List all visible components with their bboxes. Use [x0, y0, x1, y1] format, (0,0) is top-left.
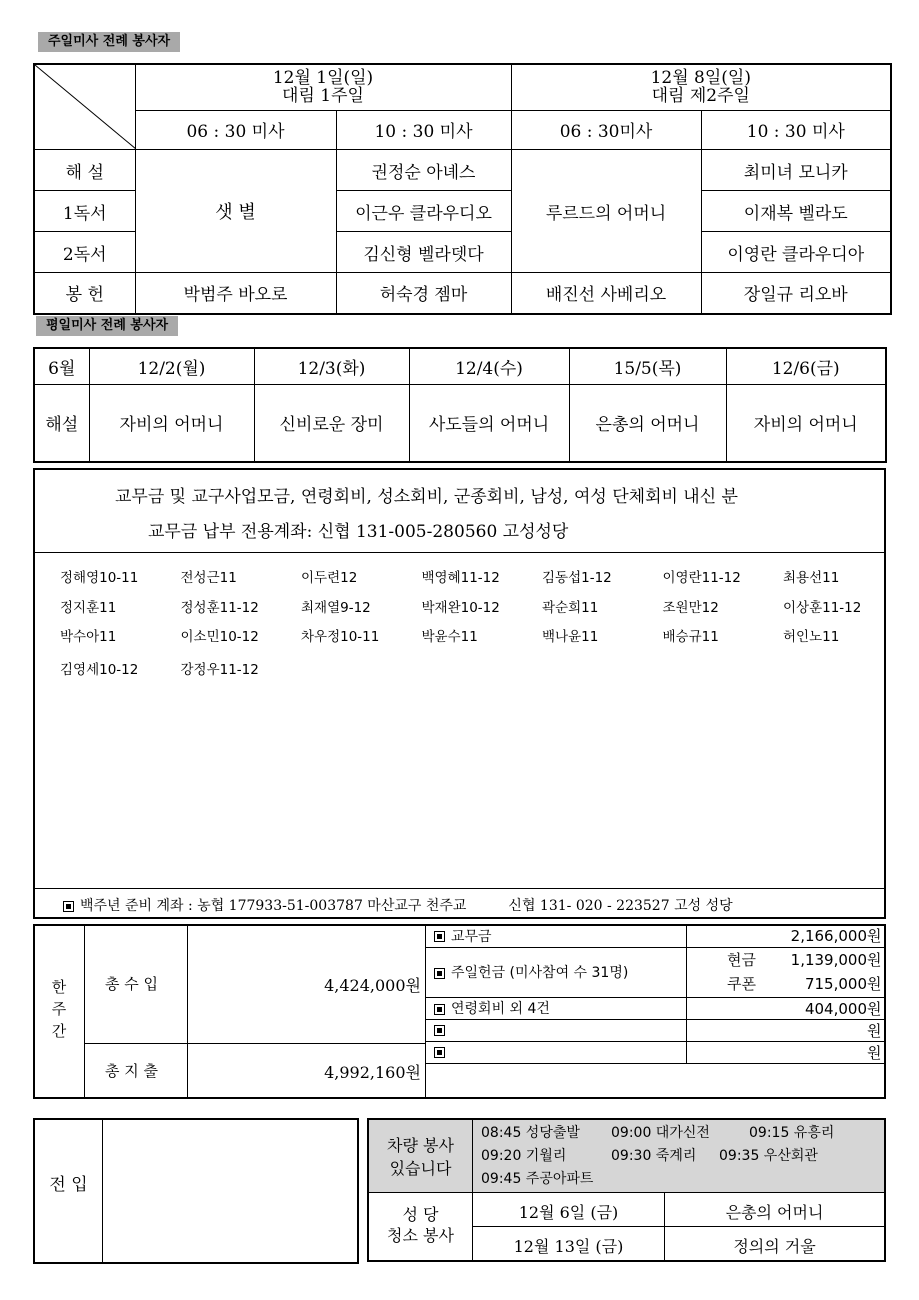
income-value: 4,424,000원 — [324, 976, 421, 995]
donor-name: 정성훈11-12 — [180, 599, 259, 616]
service-hline-2 — [472, 1226, 884, 1227]
donor-name: 최용선11 — [783, 570, 840, 586]
service-hline-1 — [369, 1192, 884, 1193]
week2-mass1-group: 루르드의 어머니 — [511, 150, 701, 273]
week2-mass1-time: 06 : 30미사 — [511, 110, 701, 149]
donation-divider — [35, 552, 884, 553]
sunday-section-tag: 주일미사 전례 봉사자 — [38, 32, 180, 52]
diagonal-header-cell — [34, 64, 135, 150]
item-row-3 — [426, 997, 687, 1019]
donation-heading: 교무금 및 교구사업모금, 연령회비, 성소회비, 군종회비, 남성, 여성 단체회비 내신 분 — [115, 487, 738, 507]
donor-name: 이상훈11-12 — [783, 599, 862, 616]
week1-mass2-time: 10 : 30 미사 — [336, 110, 511, 149]
week1-mass2-reading2: 김신형 벨라뎃다 — [336, 232, 511, 273]
weekday-thu-commentator: 은총의 어머니 — [569, 384, 726, 462]
role-commentary: 해 설 — [34, 150, 135, 191]
period-char-3: 간 — [51, 1022, 67, 1040]
week2-mass2-reading2: 이영란 클라우디아 — [701, 232, 891, 273]
weekday-thu: 15/5(목) — [569, 348, 726, 384]
role-offering: 봉 헌 — [34, 273, 135, 314]
week2-mass2-reading1: 이재복 벨라도 — [701, 191, 891, 232]
donor-name: 조원만12 — [662, 599, 719, 616]
item-row-5 — [426, 1041, 687, 1063]
diagonal-line-icon — [35, 65, 135, 149]
week1-mass1-group: 샛 별 — [135, 150, 336, 273]
item-value-3: 404,000원 — [687, 997, 886, 1019]
bus-label — [369, 1134, 472, 1180]
week1-mass1-time: 06 : 30 미사 — [135, 110, 336, 149]
bus-stop: 09:20 기월리 — [481, 1148, 567, 1164]
donor-name: 정지훈11 — [60, 599, 117, 616]
checkbox-icon — [434, 968, 445, 979]
bus-stops-row-2 — [481, 1145, 881, 1168]
item-value-1: 2,166,000원 — [687, 925, 886, 947]
item-value-5: 원 — [687, 1041, 886, 1063]
weekday-fri: 12/6(금) — [726, 348, 886, 384]
week1-mass2-reading1: 이근우 클라우디오 — [336, 191, 511, 232]
coupon-label: 쿠폰 — [727, 975, 756, 993]
week2-mass2-commentary: 최미녀 모니카 — [701, 150, 891, 191]
cleaning-group-1: 은총의 어머니 — [725, 1203, 824, 1222]
centennial-account-label2: 신협 131- 020 - 223527 고성 성당 — [508, 898, 733, 914]
week2-name: 대림 제2주일 — [651, 86, 750, 107]
transfer-in-box — [33, 1118, 359, 1264]
week2-header — [511, 64, 891, 110]
transfer-in-vline — [102, 1120, 103, 1262]
donor-name: 곽순희11 — [542, 599, 599, 616]
donor-name: 박윤수11 — [421, 629, 478, 645]
cleaning-date-1: 12월 6일 (금) — [518, 1203, 619, 1222]
checkbox-icon — [434, 1025, 445, 1036]
income-label: 총 수 입 — [105, 975, 159, 993]
period-char-2: 주 — [51, 1000, 67, 1018]
bus-stop: 08:45 성당출발 — [481, 1125, 580, 1141]
cleaning-date-2: 12월 13일 (금) — [513, 1237, 624, 1256]
role-reading1: 1독서 — [34, 191, 135, 232]
sunday-mass-table — [33, 63, 892, 315]
week1-header — [135, 64, 511, 110]
bus-stops-row-1 — [481, 1122, 881, 1145]
week2-mass2-offering: 장일규 리오바 — [701, 273, 891, 314]
checkbox-icon — [434, 1004, 445, 1015]
weekday-month: 6월 — [34, 348, 89, 384]
weekday-tue: 12/3(화) — [254, 348, 409, 384]
weekday-mon-commentator: 자비의 어머니 — [89, 384, 254, 462]
donation-account: 교무금 납부 전용계좌: 신협 131-005-280560 고성성당 — [148, 522, 569, 542]
cash-value: 1,139,000원 — [790, 951, 882, 969]
weekday-role: 해설 — [34, 384, 89, 462]
service-box — [367, 1118, 886, 1262]
week1-mass2-offering: 허숙경 젬마 — [336, 273, 511, 314]
item-label-1: 교무금 — [451, 928, 492, 945]
role-reading2: 2독서 — [34, 232, 135, 273]
finance-vline-1 — [84, 926, 85, 1097]
bus-stop: 09:00 대가신전 — [611, 1125, 710, 1141]
expense-value: 4,992,160원 — [324, 1063, 421, 1082]
finance-items-table — [425, 925, 886, 1064]
centennial-account-label: 백주년 준비 계좌 : 농협 177933-51-003787 마산교구 천주교 — [80, 898, 467, 914]
centennial-divider — [35, 888, 884, 889]
weekday-wed-commentator: 사도들의 어머니 — [409, 384, 569, 462]
cleaning-group-2: 정의의 거울 — [733, 1237, 816, 1256]
donor-name: 백영혜11-12 — [421, 570, 500, 586]
item-row-1 — [426, 925, 687, 947]
centennial-account — [63, 895, 863, 915]
donor-name: 박재완10-12 — [421, 599, 500, 616]
bus-label-2: 있습니다 — [389, 1159, 452, 1178]
donor-name: 정해영10-11 — [60, 570, 139, 586]
checkbox-icon — [434, 1047, 445, 1058]
donor-name: 강정우11-12 — [180, 661, 259, 678]
week2-mass1-offering: 배진선 사베리오 — [511, 273, 701, 314]
donor-name: 이소민10-12 — [180, 629, 259, 645]
expense-label: 총 지 출 — [105, 1062, 159, 1080]
transfer-in-label: 전 입 — [49, 1175, 88, 1195]
checkbox-icon — [63, 901, 74, 912]
week1-mass1-offering: 박범주 바오로 — [135, 273, 336, 314]
bus-stops — [481, 1122, 881, 1191]
checkbox-icon — [434, 931, 445, 942]
week1-date: 12월 1일(일) — [272, 68, 374, 89]
bus-stop: 09:35 우산회관 — [719, 1148, 818, 1164]
cleaning-label-1: 성 당 — [402, 1205, 439, 1224]
bus-label-1: 차량 봉사 — [387, 1136, 454, 1155]
donation-box — [33, 468, 886, 919]
bus-stops-row-3 — [481, 1168, 881, 1191]
weekday-section-tag: 평일미사 전례 봉사자 — [36, 316, 178, 336]
item-label-3: 연령회비 외 4건 — [451, 1001, 550, 1017]
cash-label: 현금 — [727, 951, 756, 969]
donor-name: 백나윤11 — [542, 629, 599, 645]
week2-mass2-time: 10 : 30 미사 — [701, 110, 891, 149]
finance-period — [47, 976, 71, 1042]
item-value-4: 원 — [687, 1019, 886, 1041]
period-char-1: 한 — [51, 978, 67, 996]
donor-name: 이영란11-12 — [662, 570, 741, 586]
bus-stop: 09:45 주공아파트 — [481, 1171, 594, 1187]
donor-name: 이두련12 — [301, 570, 358, 586]
donor-name: 배승규11 — [662, 629, 719, 645]
donor-name: 허인노11 — [783, 629, 840, 645]
cleaning-label — [369, 1204, 472, 1246]
cleaning-label-2: 청소 봉사 — [387, 1226, 454, 1245]
coupon-value: 715,000원 — [804, 975, 882, 993]
finance-vline-2 — [187, 926, 188, 1097]
weekday-mass-table — [33, 347, 887, 463]
item-row-4 — [426, 1019, 687, 1041]
donor-name: 김동섭1-12 — [542, 570, 612, 586]
donor-name: 차우정10-11 — [301, 629, 380, 645]
item-row-2 — [426, 947, 687, 997]
week2-date: 12월 8일(일) — [650, 68, 751, 89]
item-label-2: 주일헌금 (미사참여 수 31명) — [451, 965, 629, 981]
finance-box — [33, 924, 886, 1099]
week1-mass2-commentary: 권정순 아녜스 — [336, 150, 511, 191]
weekday-tue-commentator: 신비로운 장미 — [254, 384, 409, 462]
donor-name: 박수아11 — [60, 629, 117, 645]
weekday-mon: 12/2(월) — [89, 348, 254, 384]
donor-name: 김영세10-12 — [60, 661, 139, 678]
bus-stop: 09:15 유흥리 — [749, 1125, 835, 1141]
weekday-fri-commentator: 자비의 어머니 — [726, 384, 886, 462]
bus-stop: 09:30 죽계리 — [611, 1148, 697, 1164]
weekday-wed: 12/4(수) — [409, 348, 569, 384]
week1-name: 대림 1주일 — [282, 86, 364, 107]
item-value-2 — [687, 947, 886, 997]
finance-hline-mid — [84, 1043, 426, 1044]
donor-name: 최재열9-12 — [301, 599, 371, 616]
donor-name: 전성근11 — [180, 570, 237, 586]
